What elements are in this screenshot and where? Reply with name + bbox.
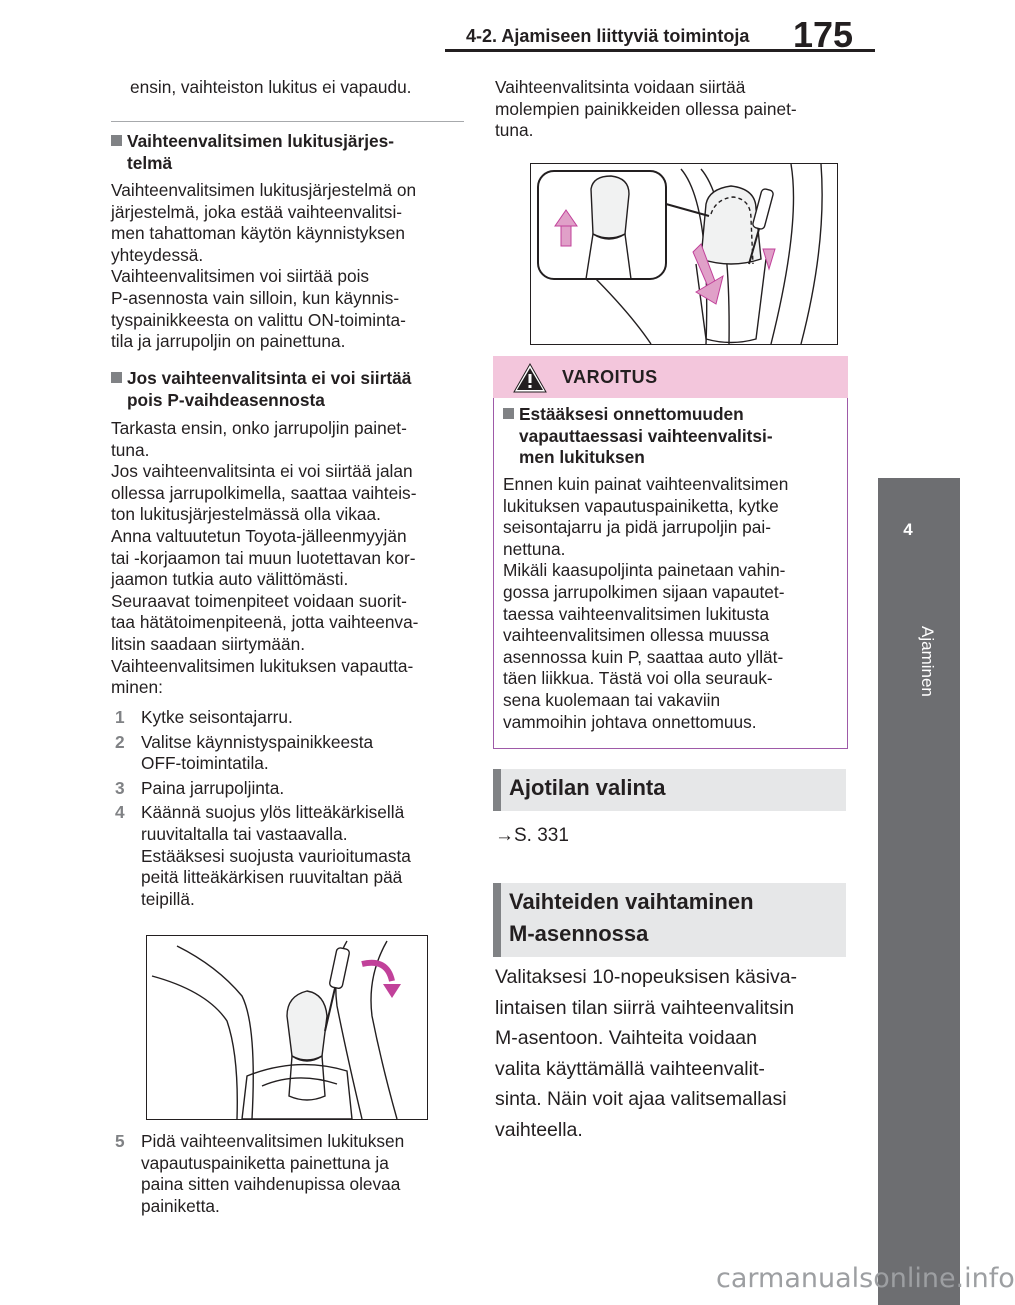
- bullet-square-icon: [111, 372, 122, 383]
- heading-lock-system: Vaihteenvalitsimen lukitusjärjes- telmä: [111, 131, 471, 174]
- heading-cannot-shift: Jos vaihteenvalitsinta ei voi siirtää pois P-vaihdeasennosta: [111, 368, 471, 411]
- watermark: carmanualsonline.info: [716, 1263, 1015, 1294]
- section-heading-bar: [493, 883, 501, 957]
- steps-list: [115, 707, 475, 910]
- section-title-m-mode: Vaihteiden vaihtaminen M-asennossa: [509, 889, 754, 946]
- warning-body: Ennen kuin painat vaihteenvalitsimen lukituksen vapautuspainiketta, kytke seisontajarru ja pidä jarrupoljin pai- nettuna. Mikäli kaasupoljinta painetaan vahin- gossa jarrupolkimen sijaan vapautet- taessa vaihteenvalitsimen lukitusta vaihteenvalitsimen ollessa muussa asennossa kuin P, saattaa auto yllät- täen liikkua. Tästä voi olla seurauk- sena kuolemaan tai vakaviin vammoihin johtava onnettomuus.: [503, 474, 789, 732]
- step-item: 2 Valitse käynnistyspainikkeesta OFF-toimintatila.: [115, 731, 374, 774]
- step-item: 3 Paina jarrupoljinta.: [115, 777, 285, 798]
- chapter-number: 4: [903, 520, 913, 539]
- chapter-label: Ajaminen: [918, 626, 937, 697]
- bullet-square-icon: [111, 135, 122, 146]
- page-reference[interactable]: [495, 825, 569, 847]
- warning-triangle-icon: [512, 362, 548, 394]
- section-title-drive-mode: Ajotilan valinta: [509, 775, 666, 800]
- lock-release-illustration: [531, 164, 837, 344]
- paragraph-both-buttons: Vaihteenvalitsinta voidaan siirtää molempien painikkeiden ollessa painet- tuna.: [495, 77, 797, 141]
- warning-heading: Estääksesi onnettomuuden vapauttaessasi vaihteenvalitsi- men lukituksen: [503, 404, 843, 469]
- intro-line: ensin, vaihteiston lukitus ei vapaudu.: [130, 77, 412, 97]
- step-item-5: 5 Pidä vaihteenvalitsimen lukituksen vapautuspainiketta painettuna ja paina sitten vaihdenupissa olevaa painiketta.: [115, 1131, 405, 1216]
- page-number: 175: [793, 14, 854, 55]
- bullet-square-icon: [503, 408, 514, 419]
- chapter-tab[interactable]: [878, 478, 960, 1305]
- section-header: 4-2. Ajamiseen liittyviä toimintoja: [466, 26, 750, 46]
- divider: [111, 121, 464, 122]
- paragraph-cannot-shift: Tarkasta ensin, onko jarrupoljin painet- tuna. Jos vaihteenvalitsinta ei voi siirtää jalan ollessa jarrupolkimella, saattaa vaihteis- ton lukitusjärjestelmässä olla vikaa. Anna valtuutetun Toyota-jälleenmyyjän tai -korjaamon tai muun luotettavan kor- jaamon tutkia auto välittömästi. Seuraavat toimenpiteet voidaan suorit- taa hätätoimenpiteenä, jotta vaihteenva- litsin saadaan siirtymään. Vaihteenvalitsimen lukituksen vapautta- minen:: [111, 418, 419, 698]
- page-reference-text: S. 331: [514, 825, 569, 846]
- step-item: 1 Kytke seisontajarru.: [115, 707, 293, 727]
- section-heading-bar: [493, 769, 501, 811]
- arrow-right-icon: →: [495, 825, 514, 846]
- lock-release-figure: [530, 163, 838, 345]
- paragraph-lock-system: Vaihteenvalitsimen lukitusjärjestelmä on järjestelmä, joka estää vaihteenvalitsi- men tahattoman käytön käynnistyksen yhteydessä. Vaihteenvalitsimen voi siirtää pois P-asennosta vain silloin, kun käynnis- tyspainikkeesta on valittu ON-toiminta- tila ja jarrupoljin on painettuna.: [111, 180, 417, 352]
- shift-lever-figure: [146, 935, 428, 1120]
- step-item: 4 Käännä suojus ylös litteäkärkisellä ruuvitaltalla tai vastaavalla. Estääksesi suojusta vaurioitumasta peitä litteäkärkisen ruuvitaltan pää teipillä.: [115, 802, 411, 909]
- screwdriver-illustration: [147, 936, 427, 1119]
- warning-title: VAROITUS: [562, 367, 658, 387]
- paragraph-m-mode: Valitaksesi 10-nopeuksisen käsiva- lintaisen tilan siirrä vaihteenvalitsin M-asentoon. Vaihteita voidaan valita käyttämällä vaihteenvalit- sinta. Näin voit ajaa valitsemallasi vaihteella.: [495, 966, 798, 1141]
